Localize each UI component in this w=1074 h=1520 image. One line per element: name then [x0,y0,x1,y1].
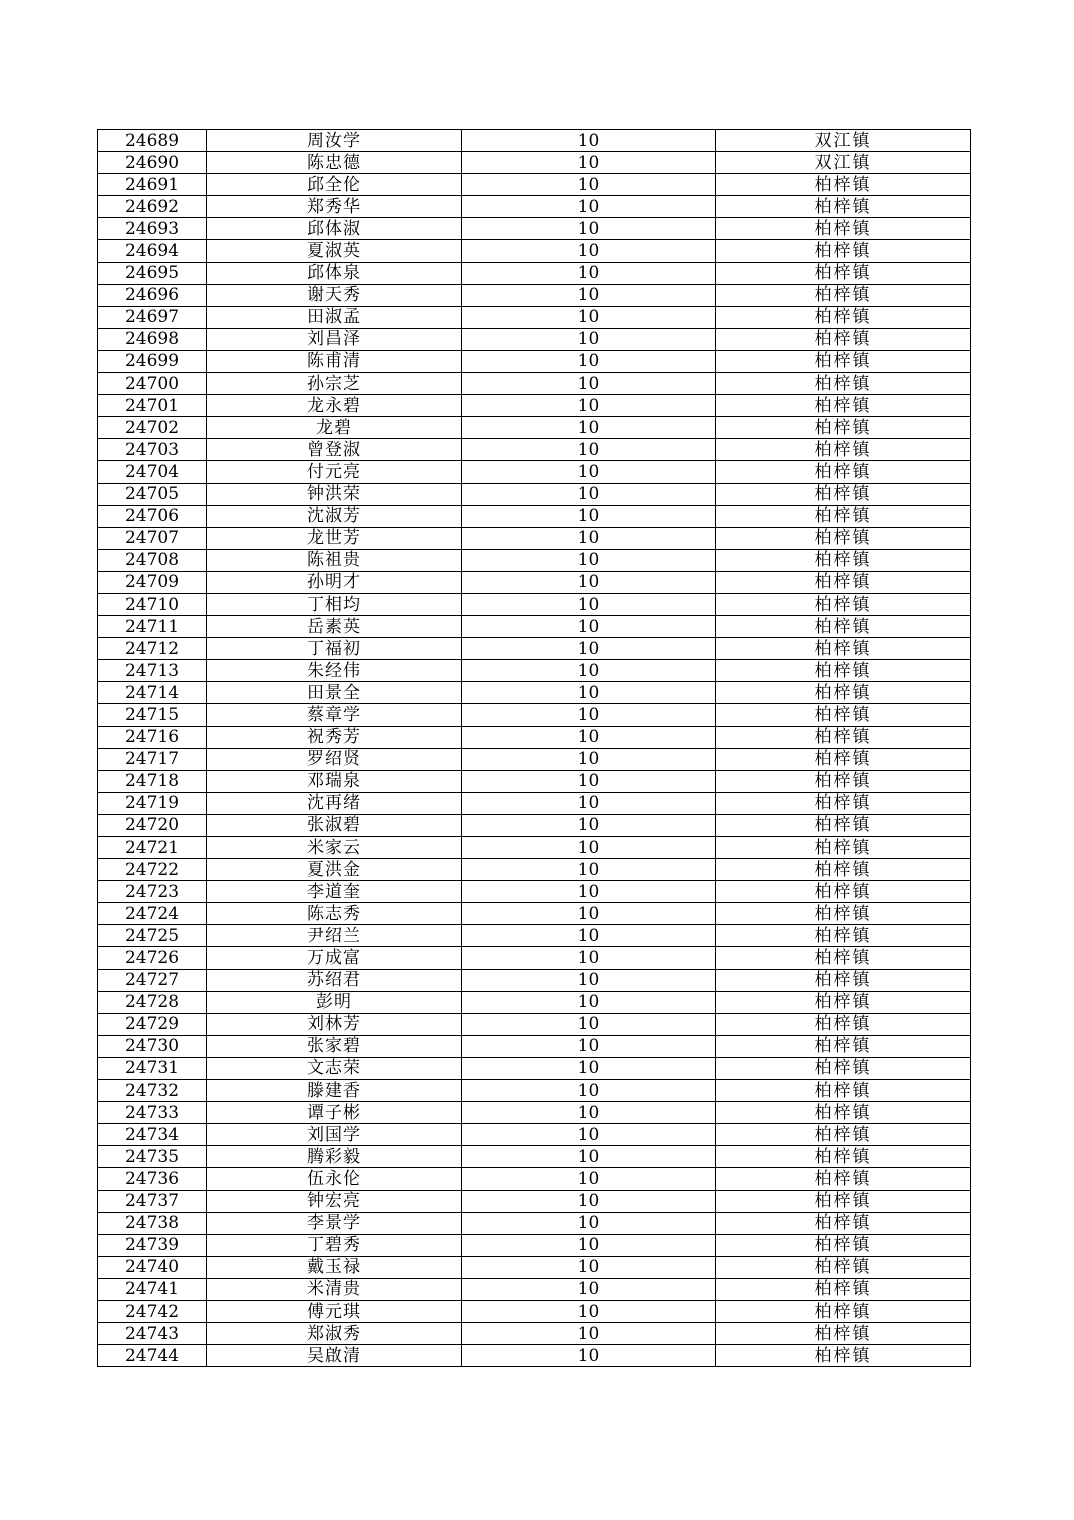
name-cell: 陈忠德 [207,152,462,174]
id-cell: 24697 [98,306,207,328]
name-cell: 田淑孟 [207,306,462,328]
name-cell: 张家碧 [207,1035,462,1057]
name-cell: 谢天秀 [207,284,462,306]
town-cell: 柏梓镇 [716,1212,971,1234]
id-cell: 24723 [98,881,207,903]
amount-cell: 10 [462,439,716,461]
amount-cell: 10 [462,1102,716,1124]
amount-cell: 10 [462,174,716,196]
id-cell: 24694 [98,240,207,262]
table-row [98,682,971,704]
id-cell: 24744 [98,1345,207,1367]
amount-cell: 10 [462,1256,716,1278]
town-cell: 柏梓镇 [716,350,971,372]
name-cell: 田景全 [207,682,462,704]
id-cell: 24719 [98,792,207,814]
town-cell: 柏梓镇 [716,262,971,284]
name-cell: 龙永碧 [207,395,462,417]
id-cell: 24725 [98,925,207,947]
amount-cell: 10 [462,969,716,991]
name-cell: 张淑碧 [207,814,462,836]
town-cell: 柏梓镇 [716,1190,971,1212]
table-row [98,925,971,947]
town-cell: 柏梓镇 [716,196,971,218]
id-cell: 24699 [98,350,207,372]
table-row [98,1146,971,1168]
name-cell: 刘昌泽 [207,328,462,350]
table-row [98,1345,971,1367]
town-cell: 柏梓镇 [716,571,971,593]
town-cell: 柏梓镇 [716,814,971,836]
table-row [98,593,971,615]
amount-cell: 10 [462,549,716,571]
table-row [98,881,971,903]
id-cell: 24718 [98,770,207,792]
amount-cell: 10 [462,1168,716,1190]
name-cell: 米清贵 [207,1278,462,1300]
table-row [98,991,971,1013]
name-cell: 祝秀芳 [207,726,462,748]
id-cell: 24739 [98,1234,207,1256]
town-cell: 柏梓镇 [716,682,971,704]
town-cell: 柏梓镇 [716,483,971,505]
name-cell: 郑淑秀 [207,1323,462,1345]
amount-cell: 10 [462,527,716,549]
table-row [98,1212,971,1234]
table-row [98,284,971,306]
amount-cell: 10 [462,792,716,814]
amount-cell: 10 [462,1234,716,1256]
town-cell: 柏梓镇 [716,1323,971,1345]
id-cell: 24741 [98,1278,207,1300]
table-row [98,1256,971,1278]
name-cell: 钟宏亮 [207,1190,462,1212]
amount-cell: 10 [462,682,716,704]
table-row [98,1013,971,1035]
name-cell: 沈淑芳 [207,505,462,527]
table-row [98,1300,971,1322]
town-cell: 柏梓镇 [716,549,971,571]
table-row [98,748,971,770]
id-cell: 24720 [98,814,207,836]
town-cell: 柏梓镇 [716,991,971,1013]
town-cell: 柏梓镇 [716,616,971,638]
amount-cell: 10 [462,461,716,483]
name-cell: 伍永伦 [207,1168,462,1190]
id-cell: 24709 [98,571,207,593]
town-cell: 柏梓镇 [716,527,971,549]
town-cell: 柏梓镇 [716,505,971,527]
name-cell: 刘国学 [207,1124,462,1146]
table-row [98,837,971,859]
amount-cell: 10 [462,660,716,682]
table-row [98,1035,971,1057]
amount-cell: 10 [462,1278,716,1300]
table-row [98,1234,971,1256]
amount-cell: 10 [462,1212,716,1234]
id-cell: 24689 [98,130,207,152]
amount-cell: 10 [462,837,716,859]
name-cell: 尹绍兰 [207,925,462,947]
table-row [98,130,971,152]
id-cell: 24721 [98,837,207,859]
table-row [98,549,971,571]
table-row [98,527,971,549]
table-row [98,792,971,814]
amount-cell: 10 [462,726,716,748]
table-row [98,174,971,196]
table-row [98,395,971,417]
town-cell: 柏梓镇 [716,969,971,991]
name-cell: 邱体泉 [207,262,462,284]
id-cell: 24726 [98,947,207,969]
name-cell: 付元亮 [207,461,462,483]
id-cell: 24702 [98,417,207,439]
table-row [98,439,971,461]
name-cell: 彭明 [207,991,462,1013]
amount-cell: 10 [462,152,716,174]
id-cell: 24715 [98,704,207,726]
amount-cell: 10 [462,1124,716,1146]
town-cell: 柏梓镇 [716,461,971,483]
amount-cell: 10 [462,925,716,947]
town-cell: 柏梓镇 [716,704,971,726]
name-cell: 万成富 [207,947,462,969]
amount-cell: 10 [462,373,716,395]
table-row [98,461,971,483]
town-cell: 柏梓镇 [716,328,971,350]
amount-cell: 10 [462,1057,716,1079]
name-cell: 丁碧秀 [207,1234,462,1256]
id-cell: 24692 [98,196,207,218]
town-cell: 柏梓镇 [716,373,971,395]
table-row [98,638,971,660]
town-cell: 柏梓镇 [716,660,971,682]
name-cell: 刘林芳 [207,1013,462,1035]
name-cell: 戴玉禄 [207,1256,462,1278]
name-cell: 龙世芳 [207,527,462,549]
table-row [98,196,971,218]
name-cell: 丁福初 [207,638,462,660]
table-row [98,1323,971,1345]
table-row [98,483,971,505]
name-cell: 傅元琪 [207,1300,462,1322]
town-cell: 柏梓镇 [716,1057,971,1079]
town-cell: 柏梓镇 [716,439,971,461]
town-cell: 柏梓镇 [716,1256,971,1278]
table-row [98,969,971,991]
name-cell: 钟洪荣 [207,483,462,505]
name-cell: 丁相均 [207,593,462,615]
id-cell: 24730 [98,1035,207,1057]
id-cell: 24742 [98,1300,207,1322]
id-cell: 24733 [98,1102,207,1124]
name-cell: 陈甫清 [207,350,462,372]
id-cell: 24711 [98,616,207,638]
id-cell: 24736 [98,1168,207,1190]
amount-cell: 10 [462,638,716,660]
id-cell: 24714 [98,682,207,704]
amount-cell: 10 [462,616,716,638]
table-row [98,262,971,284]
amount-cell: 10 [462,1080,716,1102]
town-cell: 柏梓镇 [716,903,971,925]
id-cell: 24732 [98,1080,207,1102]
table-row [98,616,971,638]
id-cell: 24722 [98,859,207,881]
town-cell: 柏梓镇 [716,306,971,328]
name-cell: 文志荣 [207,1057,462,1079]
town-cell: 柏梓镇 [716,947,971,969]
name-cell: 谭子彬 [207,1102,462,1124]
table-row [98,704,971,726]
table-row [98,1057,971,1079]
amount-cell: 10 [462,704,716,726]
amount-cell: 10 [462,218,716,240]
table-row [98,571,971,593]
town-cell: 柏梓镇 [716,1234,971,1256]
amount-cell: 10 [462,505,716,527]
town-cell: 柏梓镇 [716,240,971,262]
table-row [98,1168,971,1190]
id-cell: 24717 [98,748,207,770]
town-cell: 柏梓镇 [716,925,971,947]
table-row [98,1278,971,1300]
amount-cell: 10 [462,483,716,505]
amount-cell: 10 [462,814,716,836]
table-row [98,1190,971,1212]
amount-cell: 10 [462,571,716,593]
name-cell: 陈志秀 [207,903,462,925]
id-cell: 24707 [98,527,207,549]
name-cell: 沈再绪 [207,792,462,814]
name-cell: 郑秀华 [207,196,462,218]
town-cell: 柏梓镇 [716,726,971,748]
town-cell: 柏梓镇 [716,1345,971,1367]
id-cell: 24695 [98,262,207,284]
town-cell: 柏梓镇 [716,1168,971,1190]
name-cell: 夏洪金 [207,859,462,881]
table-row [98,859,971,881]
town-cell: 柏梓镇 [716,417,971,439]
name-cell: 孙宗芝 [207,373,462,395]
id-cell: 24705 [98,483,207,505]
id-cell: 24712 [98,638,207,660]
town-cell: 柏梓镇 [716,638,971,660]
amount-cell: 10 [462,881,716,903]
amount-cell: 10 [462,395,716,417]
name-cell: 孙明才 [207,571,462,593]
town-cell: 柏梓镇 [716,1080,971,1102]
amount-cell: 10 [462,130,716,152]
name-cell: 李道奎 [207,881,462,903]
name-cell: 周汝学 [207,130,462,152]
amount-cell: 10 [462,859,716,881]
table-row [98,660,971,682]
town-cell: 柏梓镇 [716,174,971,196]
amount-cell: 10 [462,947,716,969]
amount-cell: 10 [462,1146,716,1168]
id-cell: 24716 [98,726,207,748]
town-cell: 柏梓镇 [716,1278,971,1300]
town-cell: 柏梓镇 [716,1035,971,1057]
town-cell: 双江镇 [716,152,971,174]
id-cell: 24740 [98,1256,207,1278]
id-cell: 24743 [98,1323,207,1345]
id-cell: 24693 [98,218,207,240]
id-cell: 24738 [98,1212,207,1234]
amount-cell: 10 [462,284,716,306]
name-cell: 腾彩毅 [207,1146,462,1168]
name-cell: 曾登淑 [207,439,462,461]
amount-cell: 10 [462,350,716,372]
table-row [98,947,971,969]
town-cell: 柏梓镇 [716,792,971,814]
id-cell: 24728 [98,991,207,1013]
name-cell: 吴啟清 [207,1345,462,1367]
town-cell: 柏梓镇 [716,1124,971,1146]
amount-cell: 10 [462,262,716,284]
town-cell: 双江镇 [716,130,971,152]
name-cell: 蔡章学 [207,704,462,726]
town-cell: 柏梓镇 [716,218,971,240]
amount-cell: 10 [462,991,716,1013]
town-cell: 柏梓镇 [716,770,971,792]
id-cell: 24735 [98,1146,207,1168]
id-cell: 24698 [98,328,207,350]
amount-cell: 10 [462,593,716,615]
table-row [98,328,971,350]
id-cell: 24706 [98,505,207,527]
id-cell: 24727 [98,969,207,991]
name-cell: 罗绍贤 [207,748,462,770]
data-table [97,129,971,1367]
name-cell: 邓瑞泉 [207,770,462,792]
town-cell: 柏梓镇 [716,284,971,306]
town-cell: 柏梓镇 [716,859,971,881]
amount-cell: 10 [462,240,716,262]
id-cell: 24734 [98,1124,207,1146]
name-cell: 龙碧 [207,417,462,439]
table-row [98,417,971,439]
name-cell: 米家云 [207,837,462,859]
town-cell: 柏梓镇 [716,1102,971,1124]
town-cell: 柏梓镇 [716,395,971,417]
town-cell: 柏梓镇 [716,837,971,859]
table-row [98,770,971,792]
name-cell: 陈祖贵 [207,549,462,571]
table-row [98,814,971,836]
amount-cell: 10 [462,1035,716,1057]
town-cell: 柏梓镇 [716,748,971,770]
name-cell: 朱经伟 [207,660,462,682]
table-row [98,218,971,240]
id-cell: 24704 [98,461,207,483]
table-row [98,306,971,328]
id-cell: 24724 [98,903,207,925]
table-body [98,130,971,1367]
town-cell: 柏梓镇 [716,593,971,615]
table-row [98,240,971,262]
id-cell: 24691 [98,174,207,196]
id-cell: 24729 [98,1013,207,1035]
town-cell: 柏梓镇 [716,881,971,903]
id-cell: 24713 [98,660,207,682]
amount-cell: 10 [462,1300,716,1322]
id-cell: 24731 [98,1057,207,1079]
id-cell: 24701 [98,395,207,417]
amount-cell: 10 [462,417,716,439]
town-cell: 柏梓镇 [716,1300,971,1322]
table-row [98,1080,971,1102]
amount-cell: 10 [462,748,716,770]
table-row [98,903,971,925]
id-cell: 24700 [98,373,207,395]
amount-cell: 10 [462,770,716,792]
id-cell: 24696 [98,284,207,306]
amount-cell: 10 [462,196,716,218]
amount-cell: 10 [462,1345,716,1367]
name-cell: 邱体淑 [207,218,462,240]
table-row [98,152,971,174]
id-cell: 24690 [98,152,207,174]
name-cell: 苏绍君 [207,969,462,991]
table-row [98,350,971,372]
name-cell: 夏淑英 [207,240,462,262]
id-cell: 24737 [98,1190,207,1212]
name-cell: 滕建香 [207,1080,462,1102]
town-cell: 柏梓镇 [716,1146,971,1168]
amount-cell: 10 [462,1190,716,1212]
id-cell: 24710 [98,593,207,615]
name-cell: 岳素英 [207,616,462,638]
table-row [98,505,971,527]
amount-cell: 10 [462,306,716,328]
table-row [98,726,971,748]
amount-cell: 10 [462,1323,716,1345]
name-cell: 李景学 [207,1212,462,1234]
amount-cell: 10 [462,903,716,925]
amount-cell: 10 [462,1013,716,1035]
name-cell: 邱全伦 [207,174,462,196]
town-cell: 柏梓镇 [716,1013,971,1035]
id-cell: 24708 [98,549,207,571]
table-row [98,373,971,395]
table-row [98,1102,971,1124]
amount-cell: 10 [462,328,716,350]
id-cell: 24703 [98,439,207,461]
table-row [98,1124,971,1146]
